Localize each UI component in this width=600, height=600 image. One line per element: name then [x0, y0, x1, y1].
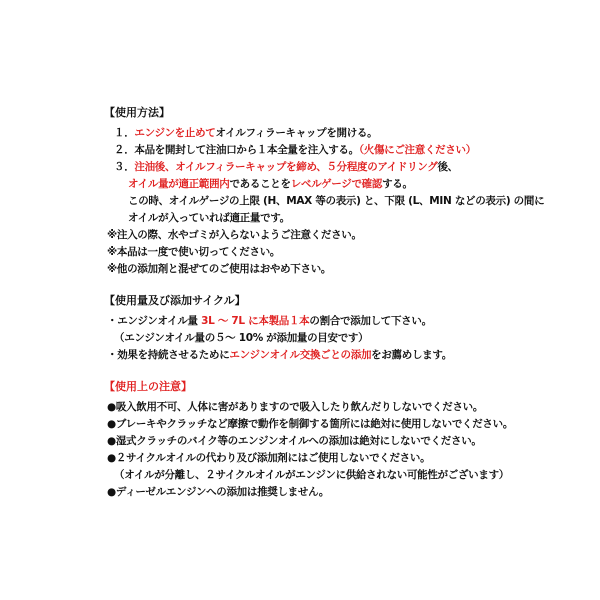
highlight-text: エンジンオイル交換ごとの添加 — [229, 349, 372, 361]
text-segment: （オイルが分離し、２サイクルオイルがエンジンに供給されない可能性がございます） — [114, 469, 509, 481]
cycle-line-1 — [107, 314, 432, 328]
usage-heading: 【使用方法】 — [104, 106, 170, 119]
highlight-text: 注油後、オイルフィラーキャップを締め、５分程度のアイドリング — [134, 161, 438, 173]
text-segment: オイルフィラーキャップを開ける。 — [215, 127, 378, 139]
highlight-text: オイル量が適正範囲内 — [128, 178, 230, 190]
text-segment: ３． — [114, 161, 135, 173]
text-segment: （エンジンオイル量の５～ 10% が添加量の目安です） — [114, 332, 369, 344]
usage-note-3 — [107, 262, 331, 276]
text-segment: オイルが入っていれば適正量です。 — [128, 212, 290, 224]
text-segment: ※注入の際、水やゴミが入らないようご注意ください。 — [107, 229, 362, 241]
caution-line-3 — [107, 434, 482, 448]
text-segment: ●吸入飲用不可、人体に害がありますので吸入したり飲んだりしないでください。 — [107, 401, 484, 413]
text-segment: ２．本品を開封して注油口から１本全量を注入する。 — [114, 144, 359, 156]
usage-step-3-cont-2 — [128, 194, 544, 208]
highlight-text: エンジンを止めて — [134, 127, 216, 139]
text-segment: この時、オイルゲージの上限 (H、MAX 等の表示) と、下限 (L、MIN などの表示) の間に — [128, 195, 545, 207]
caution-line-2 — [107, 417, 513, 431]
text-segment: ・効果を持続させるために — [107, 349, 230, 361]
text-segment: １． — [114, 127, 135, 139]
highlight-text: 3L ～ 7L に本製品１本 — [201, 315, 310, 327]
text-segment: ※本品は一度で使い切ってください。 — [107, 246, 281, 258]
text-segment: ・エンジンオイル量 — [107, 315, 202, 327]
usage-step-3-cont-1 — [128, 177, 413, 191]
cycle-line-2 — [114, 331, 368, 345]
text-segment: ●ブレーキやクラッチなど摩擦で動作を制御する箇所には絶対に使用しないでください。 — [107, 418, 514, 430]
text-segment: ※他の添加剤と混ぜてのご使用はおやめ下さい。 — [107, 263, 332, 275]
highlight-text: （火傷にご注意ください） — [358, 144, 476, 156]
text-segment: ●ディーゼルエンジンへの添加は推奨しません。 — [107, 486, 330, 498]
cycle-heading: 【使用量及び添加サイクル】 — [104, 294, 246, 307]
usage-step-3 — [114, 160, 458, 174]
cycle-line-3 — [107, 348, 452, 362]
caution-line-5 — [114, 468, 509, 482]
usage-step-3-cont-3 — [128, 211, 290, 225]
caution-line-6 — [107, 485, 329, 499]
usage-note-1 — [107, 228, 362, 242]
text-segment: する。 — [382, 178, 413, 190]
caution-line-1 — [107, 400, 483, 414]
caution-heading: 【使用上の注意】 — [104, 380, 192, 393]
text-segment: ●２サイクルオイルの代わり及び添加剤にはご使用しないでください。 — [107, 452, 431, 464]
usage-step-2 — [114, 143, 476, 157]
text-segment: をお薦めします。 — [371, 349, 452, 361]
usage-note-2 — [107, 245, 280, 259]
usage-step-1 — [114, 126, 377, 140]
text-segment: の割合で添加して下さい。 — [309, 315, 432, 327]
highlight-text: レベルゲージで確認 — [290, 178, 383, 190]
caution-line-4 — [107, 451, 430, 465]
text-segment: であることを — [229, 178, 291, 190]
text-segment: ●湿式クラッチのバイク等のエンジンオイルへの添加は絶対にしないでください。 — [107, 435, 482, 447]
text-segment: 後、 — [437, 161, 458, 173]
